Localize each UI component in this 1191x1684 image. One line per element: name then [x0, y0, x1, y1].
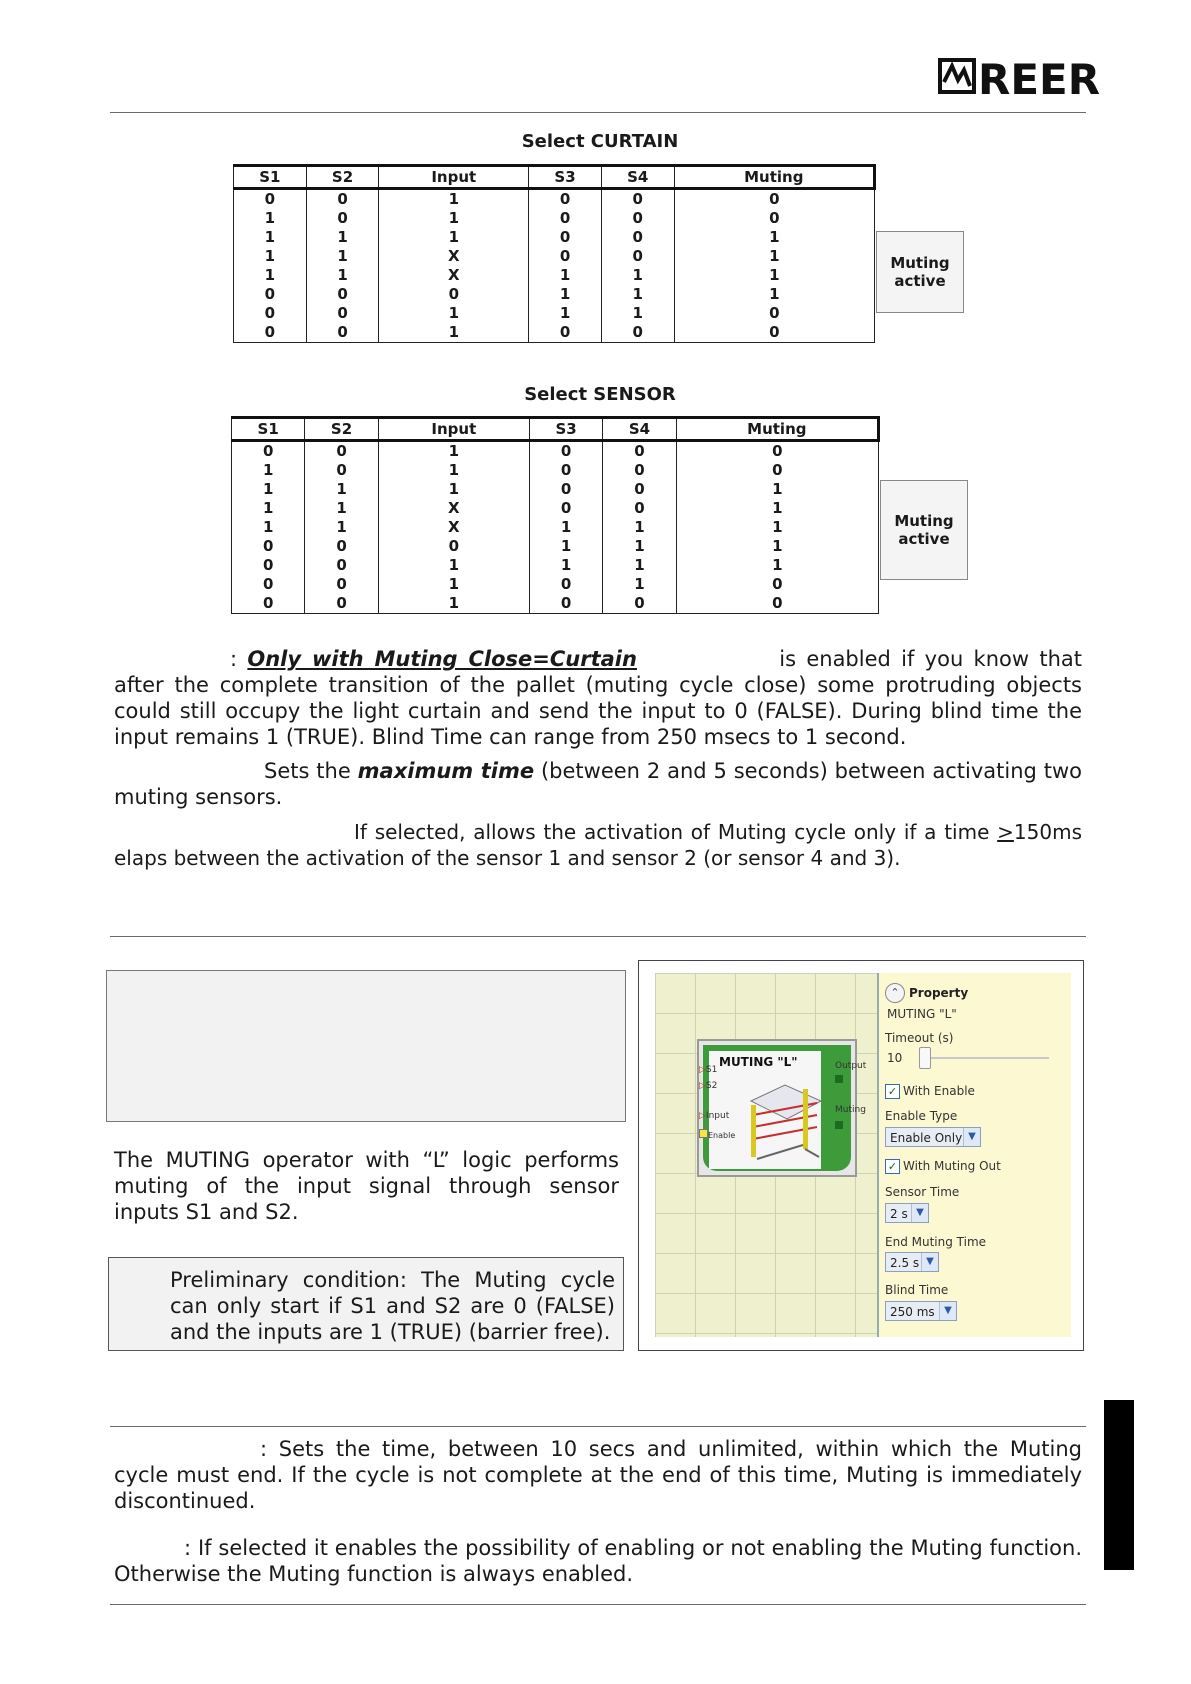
table-cell: 1: [674, 247, 874, 266]
end-muting-time-value: 2.5 s: [890, 1256, 920, 1270]
with-enable-label: With Enable: [903, 1084, 975, 1098]
property-subtitle: MUTING "L": [887, 1007, 957, 1021]
timeout-value: 10: [887, 1051, 903, 1065]
table-cell: 1: [529, 266, 602, 285]
table-cell: X: [379, 247, 529, 266]
table-cell: 1: [529, 304, 602, 323]
table-cell: 0: [601, 323, 674, 343]
column-header: Muting: [676, 418, 878, 441]
table-cell: 0: [674, 304, 874, 323]
table-cell: 0: [529, 247, 602, 266]
end-muting-time-label: End Muting Time: [885, 1235, 987, 1249]
reer-logo-graphic: [938, 52, 1101, 104]
table-cell: 1: [234, 209, 307, 228]
table-cell: 0: [603, 480, 676, 499]
concurrency-line1: If selected, allows the activation of Muting cycle only if a time: [354, 820, 990, 844]
table-cell: 1: [305, 480, 378, 499]
table-row: [232, 594, 879, 614]
table-cell: 1: [378, 594, 529, 614]
table-cell: 1: [603, 556, 676, 575]
curtain-truth-table: [233, 164, 876, 343]
table-cell: 0: [305, 461, 378, 480]
table-cell: 0: [529, 480, 602, 499]
table-cell: 0: [232, 556, 305, 575]
table-cell: 0: [529, 189, 602, 210]
table-cell: 1: [234, 247, 307, 266]
sensor-truth-table: [231, 416, 880, 614]
table-cell: 1: [306, 266, 379, 285]
input-pin-s2[interactable]: ▷S2: [699, 1081, 718, 1091]
table-row: [232, 537, 879, 556]
table-cell: 0: [676, 575, 878, 594]
enable-type-select[interactable]: [885, 1127, 981, 1147]
table-row: [232, 461, 879, 480]
table-row: [234, 304, 875, 323]
sensor-time-before: Sets the: [264, 759, 351, 783]
table-cell: 1: [529, 518, 602, 537]
table-cell: 1: [601, 285, 674, 304]
table-cell: 0: [306, 304, 379, 323]
table-cell: 0: [234, 323, 307, 343]
muting-l-operator-block[interactable]: [697, 1039, 857, 1177]
chevron-down-icon: ▼: [939, 1302, 956, 1320]
input-pin-enable[interactable]: [699, 1129, 735, 1140]
table-header-row: [232, 418, 879, 441]
table-cell: 0: [305, 594, 378, 614]
active-label: active: [894, 272, 946, 290]
table-cell: 1: [305, 499, 378, 518]
table-row: [232, 556, 879, 575]
concurrency-value: 150ms: [1013, 820, 1082, 844]
input-pin-s1[interactable]: ▷S1: [699, 1065, 718, 1075]
sensor-time-label: Sensor Time: [885, 1185, 960, 1199]
pin-label: S2: [705, 1081, 718, 1091]
table-cell: 0: [529, 209, 602, 228]
with-muting-out-checkbox[interactable]: ✓: [885, 1159, 900, 1174]
column-header: S1: [234, 166, 307, 189]
table-cell: 0: [676, 441, 878, 462]
table-cell: 1: [379, 209, 529, 228]
active-label: active: [898, 530, 950, 548]
table-row: [234, 247, 875, 266]
table-cell: 0: [234, 304, 307, 323]
table-cell: 1: [306, 247, 379, 266]
table-cell: 0: [603, 499, 676, 518]
table-cell: 0: [601, 189, 674, 210]
table-cell: 0: [603, 594, 676, 614]
concurrency-paragraph: [114, 819, 1082, 871]
table-cell: 0: [676, 461, 878, 480]
table-cell: 0: [529, 575, 602, 594]
property-panel: [877, 973, 1071, 1337]
section-rule-2: [110, 1426, 1086, 1427]
column-header: S3: [529, 418, 602, 441]
table-row: [234, 209, 875, 228]
table-cell: 0: [601, 247, 674, 266]
table-cell: 1: [378, 461, 529, 480]
chapter-side-tab: [1104, 1400, 1134, 1570]
table-row: [232, 480, 879, 499]
table-cell: 0: [674, 209, 874, 228]
column-header: S4: [603, 418, 676, 441]
column-header: S2: [305, 418, 378, 441]
table-cell: 0: [305, 575, 378, 594]
timeout-label: Timeout (s): [885, 1031, 954, 1045]
timeout-slider-thumb[interactable]: [919, 1047, 931, 1069]
enable-type-label: Enable Type: [885, 1109, 958, 1123]
footer-rule: [110, 1604, 1086, 1605]
curtain-table-caption: Select CURTAIN: [521, 131, 679, 152]
operator-title: MUTING "L": [719, 1055, 798, 1069]
table-cell: 0: [305, 537, 378, 556]
table-row: [234, 285, 875, 304]
with-muting-out-label: With Muting Out: [903, 1159, 1001, 1173]
end-muting-time-select[interactable]: [885, 1252, 939, 1272]
blind-time-line1: is enabled if you know that: [779, 647, 1082, 671]
table-cell: 0: [529, 323, 602, 343]
column-header: S1: [232, 418, 305, 441]
column-header: Input: [378, 418, 529, 441]
table-cell: 1: [378, 575, 529, 594]
table-row: [232, 499, 879, 518]
curtain-muting-active-box: [876, 231, 964, 313]
sensor-time-emph: maximum time: [357, 759, 535, 783]
preliminary-note: Preliminary condition: The Muting cycle can only start if S1 and S2 are 0 (FALSE) and the inputs are 1 (TRUE) (barrier free).: [170, 1268, 615, 1344]
table-cell: 0: [378, 537, 529, 556]
table-row: [234, 228, 875, 247]
logo-text: REER: [978, 55, 1101, 104]
collapse-chevron-icon[interactable]: ⌃: [885, 983, 905, 1003]
table-cell: 1: [379, 228, 529, 247]
table-cell: 1: [234, 228, 307, 247]
table-row: [234, 266, 875, 285]
table-cell: 0: [306, 209, 379, 228]
table-cell: 0: [601, 228, 674, 247]
table-cell: 1: [529, 285, 602, 304]
table-cell: 0: [232, 594, 305, 614]
table-row: [232, 518, 879, 537]
sensor-time-paragraph: [114, 758, 1082, 810]
table-cell: 1: [603, 575, 676, 594]
design-canvas: [655, 973, 877, 1337]
timeout-paragraph: [114, 1436, 1082, 1514]
column-header: S4: [601, 166, 674, 189]
timeout-colon: :: [260, 1437, 268, 1461]
blind-time-select[interactable]: [885, 1301, 957, 1321]
table-cell: X: [378, 499, 529, 518]
table-cell: 0: [529, 441, 602, 462]
pin-label: S1: [705, 1065, 718, 1075]
table-cell: 1: [378, 480, 529, 499]
table-cell: 0: [529, 228, 602, 247]
table-cell: 0: [306, 189, 379, 210]
blind-time-colon: :: [230, 647, 238, 671]
muting-l-description: The MUTING operator with “L” logic performs muting of the input signal through sensor inputs S1 and S2.: [114, 1148, 619, 1224]
blind-time-label: Blind Time: [885, 1283, 949, 1297]
table-cell: 1: [378, 441, 529, 462]
table-cell: 0: [529, 499, 602, 518]
table-cell: 1: [379, 304, 529, 323]
table-cell: 1: [306, 228, 379, 247]
muting-label: Muting: [890, 254, 950, 272]
ge-symbol: >: [997, 820, 1014, 844]
table-cell: 0: [529, 594, 602, 614]
table-cell: 1: [378, 556, 529, 575]
with-enable-text: If selected it enables the possibility of enabling or not enabling the Muting function. Otherwise the Muting function is always enabled.: [114, 1536, 1082, 1586]
table-row: [234, 189, 875, 210]
table-cell: 0: [603, 441, 676, 462]
table-cell: 1: [603, 537, 676, 556]
table-cell: 1: [676, 499, 878, 518]
blind-time-condition: Only with Muting Close=Curtain: [247, 647, 637, 671]
table-cell: 0: [306, 285, 379, 304]
table-cell: 1: [305, 518, 378, 537]
table-cell: 1: [676, 518, 878, 537]
table-cell: 1: [674, 228, 874, 247]
timeout-slider-track[interactable]: [919, 1057, 1049, 1059]
table-cell: 1: [234, 266, 307, 285]
pin-label: Input: [705, 1111, 730, 1121]
chevron-down-icon: ▼: [963, 1128, 980, 1146]
sensor-table-caption: Select SENSOR: [524, 384, 676, 405]
table-cell: 0: [674, 323, 874, 343]
table-cell: 0: [601, 209, 674, 228]
with-enable-checkbox[interactable]: ✓: [885, 1084, 900, 1099]
blind-time-paragraph: [114, 646, 1082, 750]
table-cell: 0: [305, 556, 378, 575]
property-header: Property: [909, 986, 969, 1000]
column-header: Muting: [674, 166, 874, 189]
muting-label: Muting: [894, 512, 954, 530]
operator-body: [703, 1045, 851, 1171]
table-cell: 1: [674, 285, 874, 304]
column-header: Input: [379, 166, 529, 189]
enable-type-value: Enable Only: [890, 1131, 963, 1145]
output-pin-muting[interactable]: [835, 1121, 843, 1129]
table-cell: 0: [306, 323, 379, 343]
table-cell: 1: [232, 461, 305, 480]
table-cell: 0: [379, 285, 529, 304]
table-row: [232, 441, 879, 462]
sensor-muting-active-box: [880, 480, 968, 580]
sensor-time-after: (between 2 and 5 seconds) between activating two muting sensors.: [114, 759, 1082, 809]
section-rule: [110, 936, 1086, 937]
table-row: [232, 575, 879, 594]
muting-barrier-icon: [747, 1075, 823, 1165]
table-cell: 1: [232, 499, 305, 518]
with-enable-colon: :: [184, 1536, 192, 1560]
table-cell: 0: [603, 461, 676, 480]
table-cell: 0: [232, 575, 305, 594]
table-cell: 0: [234, 285, 307, 304]
column-header: S2: [306, 166, 379, 189]
table-cell: 1: [379, 323, 529, 343]
table-cell: 1: [676, 556, 878, 575]
reer-logo: [938, 52, 1101, 104]
output-pin-output[interactable]: [835, 1075, 843, 1083]
table-cell: 1: [379, 189, 529, 210]
table-cell: 1: [601, 266, 674, 285]
concurrency-line2: elaps between the activation of the sensor 1 and sensor 2 (or sensor 4 and 3).: [114, 846, 901, 870]
preliminary-note-box: [108, 1257, 624, 1351]
table-cell: 0: [676, 594, 878, 614]
table-cell: 1: [603, 518, 676, 537]
table-cell: 0: [234, 189, 307, 210]
header-rule: [110, 112, 1086, 113]
table-cell: 0: [232, 441, 305, 462]
table-row: [234, 323, 875, 343]
table-cell: 1: [529, 556, 602, 575]
table-cell: 1: [674, 266, 874, 285]
table-header-row: [234, 166, 875, 189]
software-screenshot: [638, 960, 1084, 1351]
table-cell: 0: [674, 189, 874, 210]
table-cell: 0: [232, 537, 305, 556]
timeout-text: Sets the time, between 10 secs and unlimited, within which the Muting cycle must end. If the cycle is not complete at the end of this time, Muting is immediately discontinued.: [114, 1437, 1082, 1513]
table-cell: 1: [232, 518, 305, 537]
sensor-time-value: 2 s: [890, 1207, 908, 1221]
column-header: S3: [529, 166, 602, 189]
output-label-output: Output: [835, 1061, 867, 1071]
sensor-time-select[interactable]: [885, 1203, 929, 1223]
table-cell: 1: [601, 304, 674, 323]
pin-label: Enable: [708, 1131, 736, 1140]
table-cell: 0: [529, 461, 602, 480]
operator-face: [709, 1051, 821, 1169]
output-label-muting: Muting: [835, 1105, 866, 1115]
with-enable-paragraph: [114, 1535, 1082, 1587]
table-cell: 1: [676, 480, 878, 499]
chevron-down-icon: ▼: [921, 1253, 938, 1271]
blind-time-value: 250 ms: [890, 1305, 935, 1319]
blank-grey-box: [106, 970, 626, 1122]
table-cell: X: [379, 266, 529, 285]
table-cell: 1: [232, 480, 305, 499]
table-cell: 1: [676, 537, 878, 556]
table-cell: 1: [529, 537, 602, 556]
chevron-down-icon: ▼: [911, 1204, 928, 1222]
table-cell: 0: [305, 441, 378, 462]
input-pin-input[interactable]: ▷Input: [699, 1111, 730, 1121]
table-cell: X: [378, 518, 529, 537]
blind-time-rest: after the complete transition of the pallet (muting cycle close) some protruding objects could still occupy the light curtain and send the input to 0 (FALSE). During blind time the input remains 1 (TRUE). Blind Time can range from 250 msecs to 1 second.: [114, 673, 1082, 749]
